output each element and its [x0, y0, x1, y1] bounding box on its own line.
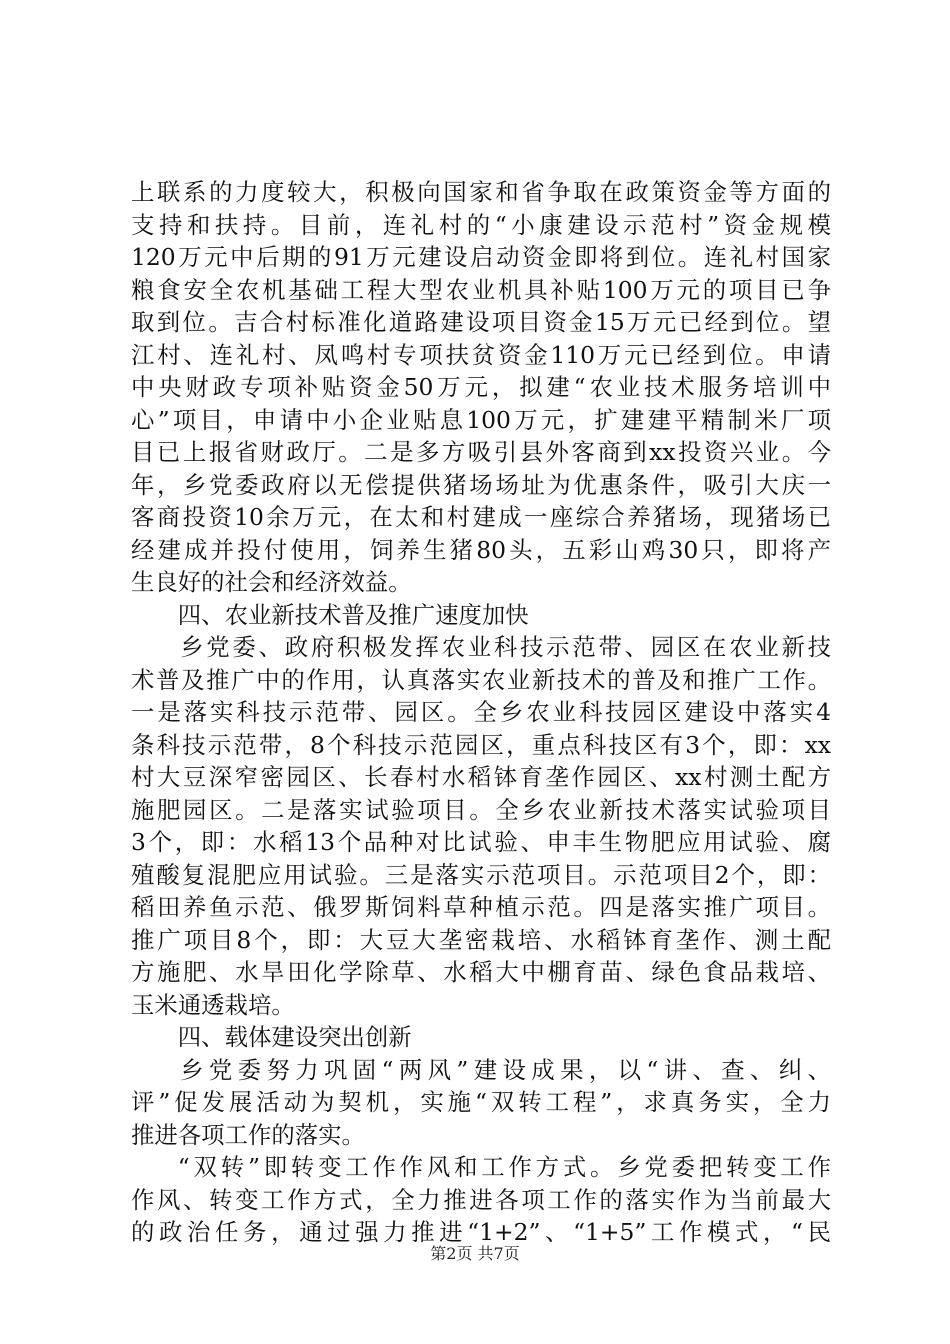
document-body [131, 176, 831, 1249]
text-line: 客商投资10余万元，在太和村建成一座综合养猪场，现猪场已 [131, 503, 831, 531]
page-footer: 第2页 共7页 [430, 1244, 520, 1263]
text-line: 乡党委努力巩固“两风”建设成果，以“讲、查、纠、 [180, 1055, 831, 1084]
text-line: 取到位。吉合村标准化道路建设项目资金15万元已经到位。望 [131, 308, 831, 336]
text-line: 生良好的社会和经济效益。 [131, 568, 412, 596]
text-line: 3个，即：水稻13个品种对比试验、申丰生物肥应用试验、腐 [131, 828, 831, 856]
text-line: 玉米通透栽培。 [131, 990, 295, 1019]
text-line: 条科技示范带，8个科技示范园区，重点科技区有3个，即：xx [131, 730, 831, 759]
text-line: 推广项目8个，即：大豆大垄密栽培、水稻钵育垄作、测土配 [131, 925, 831, 954]
text-line: 评”促发展活动为契机，实施“双转工程”，求真务实，全力 [131, 1088, 831, 1116]
text-line: 术普及推广中的作用，认真落实农业新技术的普及和推广工作。 [131, 665, 831, 694]
text-line: 推进各项工作的落实。 [131, 1120, 365, 1149]
text-line: 一是落实科技示范带、园区。全乡农业科技园区建设中落实4 [131, 698, 831, 726]
text-line: 中央财政专项补贴资金50万元，拟建“农业技术服务培训中 [131, 373, 831, 401]
text-line: 村大豆深窄密园区、长春村水稻钵育垄作园区、xx村测土配方 [131, 763, 831, 791]
text-line: 年，乡党委政府以无偿提供猪场场址为优惠条件，吸引大庆一 [131, 470, 831, 499]
text-line: 稻田养鱼示范、俄罗斯饲料草种植示范。四是落实推广项目。 [131, 893, 831, 921]
text-line: 上联系的力度较大，积极向国家和省争取在政策资金等方面的 [131, 178, 831, 206]
text-line: 殖酸复混肥应用试验。三是落实示范项目。示范项目2个，即： [131, 860, 831, 889]
text-line: 四、农业新技术普及推广速度加快 [177, 600, 529, 629]
text-line: 支持和扶持。目前，连礼村的“小康建设示范村”资金规模 [131, 210, 831, 239]
text-line: 乡党委、政府积极发挥农业科技示范带、园区在农业新技 [180, 633, 831, 661]
text-line: 的政治任务，通过强力推进“1+2”、“1+5”工作模式，“民 [131, 1218, 831, 1246]
text-line: 施肥园区。二是落实试验项目。全乡农业新技术落实试验项目 [131, 795, 831, 824]
text-line: 作风、转变工作方式，全力推进各项工作的落实作为当前最大 [131, 1185, 831, 1214]
text-line: 方施肥、水旱田化学除草、水稻大中棚育苗、绿色食品栽培、 [131, 958, 831, 986]
text-line: 经建成并投付使用，饲养生猪80头，五彩山鸡30只，即将产 [131, 535, 831, 564]
text-line: “双转”即转变工作作风和工作方式。乡党委把转变工作 [177, 1153, 831, 1181]
text-line: 四、载体建设突出创新 [177, 1023, 412, 1051]
text-line: 江村、连礼村、凤鸣村专项扶贫资金110万元已经到位。申请 [131, 340, 831, 369]
text-line: 心”项目，申请中小企业贴息100万元，扩建建平精制米厂项 [131, 405, 831, 434]
text-line: 120万元中后期的91万元建设启动资金即将到位。连礼村国家 [131, 243, 831, 271]
text-line: 粮食安全农机基础工程大型农业机具补贴100万元的项目已争 [131, 275, 831, 304]
text-line: 目已上报省财政厅。二是多方吸引县外客商到xx投资兴业。今 [131, 438, 831, 466]
